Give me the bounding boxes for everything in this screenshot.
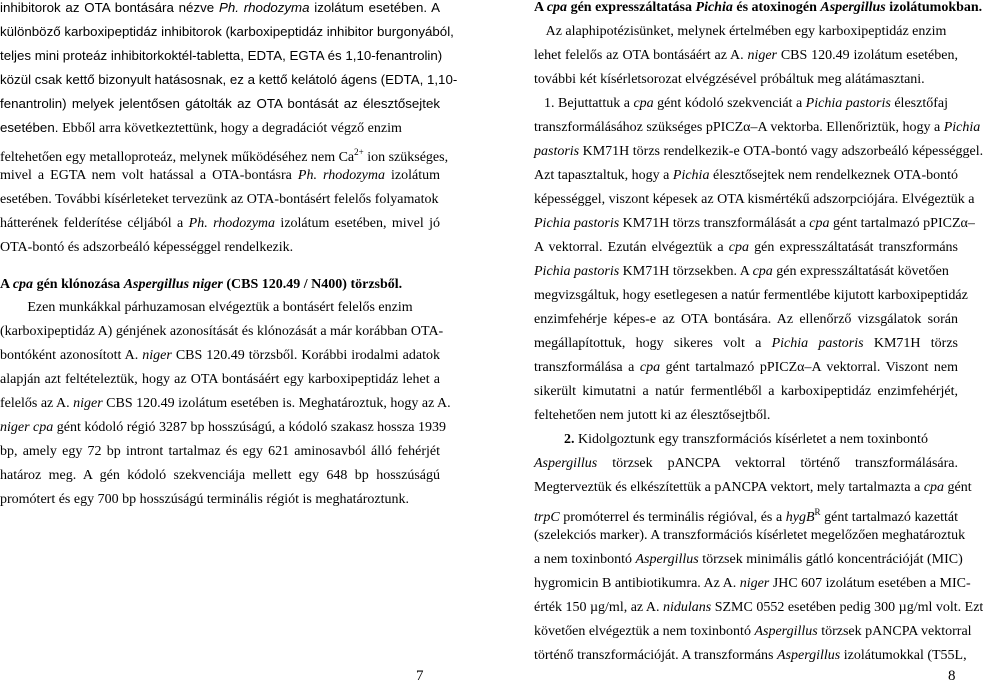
text-segment: CBS 120.49 törzsből. Korábbi irodalmi adatok	[171, 348, 441, 363]
text-segment: nidulans	[662, 600, 712, 615]
text-segment: Kidolgoztunk egy transzformációs kísérletet a nem toxinbontó	[578, 432, 928, 447]
text-line	[534, 72, 925, 88]
text-segment: Pichia pastoris	[534, 264, 620, 279]
text-line	[534, 216, 975, 232]
page-number-right: 8	[948, 668, 956, 684]
text-segment: Ebből arra következtettünk, hogy a degradációt végző enzim	[62, 121, 402, 136]
superscript: 2+	[354, 147, 364, 157]
text-segment: Megterveztük és elkészítettük a pANCPA vektort, mely tartalmazta a	[534, 480, 924, 495]
text-segment: Ph. rhodozyma	[188, 216, 276, 231]
page-number-left: 7	[416, 668, 424, 684]
text-segment: közül csak kettő bizonyult hatásosnak, ez a kettő kelátoló ágens (EDTA, 1,10-	[0, 72, 458, 87]
text-line	[0, 396, 451, 412]
text-segment: fenantrolin) melyek jelentősen gátolták az OTA bontását az élesztősejtek	[0, 96, 440, 111]
text-segment: törzsek pANCPA vektorral történő transzformálására.	[597, 456, 958, 471]
text-line	[534, 456, 958, 472]
text-segment: KM71H törzs	[863, 336, 958, 351]
text-segment: határoz meg. A gén kódoló szekvenciája mellett egy 648 bp hosszúságú	[0, 468, 440, 483]
text-line	[0, 72, 458, 88]
text-line	[534, 96, 958, 112]
text-segment: gént tartalmazó pPICZα–	[829, 216, 975, 231]
text-segment: Aspergillus	[820, 0, 886, 15]
text-segment: Pichia	[943, 120, 981, 135]
text-line	[534, 576, 971, 592]
text-segment: gént	[944, 480, 972, 495]
text-segment: Ph. rhodozyma	[218, 0, 310, 15]
text-segment: gént kódoló régió 3287 bp hosszúságú, a kódoló szakasz hossza 1939	[53, 420, 446, 435]
text-segment: és atoxinogén	[732, 0, 821, 15]
text-line	[0, 348, 440, 364]
text-segment: transzformálása a	[534, 360, 640, 375]
text-segment: további két kísérletsorozat elvégzésével próbáltuk meg alátámasztani.	[534, 72, 925, 87]
text-line	[0, 24, 454, 40]
text-segment: gén expresszáltatását követően	[772, 264, 949, 279]
text-line	[534, 144, 983, 160]
text-segment: Pichia pastoris	[771, 336, 864, 351]
text-line	[0, 0, 440, 16]
text-line	[534, 264, 949, 280]
text-segment: Azt tapasztaltuk, hogy a	[534, 168, 673, 183]
text-segment: izolátum	[384, 168, 440, 183]
text-segment: történő transzformációját. A transzformáns	[534, 648, 777, 663]
text-segment: megvizsgáltuk, hogy esetlegesen a natúr fermentlébe kijutott karboxipeptidáz	[534, 288, 968, 303]
text-segment: OTA-bontó és adszorbeáló képességgel rendelkezik.	[0, 240, 294, 255]
text-segment: KM71H törzsekben. A	[619, 264, 753, 279]
text-segment: trpC	[534, 510, 560, 525]
text-line	[534, 432, 958, 448]
text-segment: KM71H törzs rendelkezik-e OTA-bontó vagy adszorbeáló képességgel.	[579, 144, 983, 159]
text-line	[0, 48, 443, 64]
text-segment: esetében. További kísérleteket tervezünk az OTA-bontásért felelős folyamatok	[0, 192, 439, 207]
text-line	[534, 120, 981, 136]
text-line	[0, 420, 446, 436]
text-segment: niger cpa	[0, 420, 54, 435]
text-line	[534, 312, 958, 328]
text-segment: niger	[73, 396, 103, 411]
text-segment: 1. Bejuttattuk a	[544, 96, 634, 111]
text-segment: Pichia	[672, 168, 710, 183]
text-line	[534, 168, 958, 184]
text-line	[0, 216, 440, 232]
text-segment: gén expresszáltatása	[567, 0, 696, 15]
text-segment: feltehetően egy metalloproteáz, melynek működéséhez nem Ca	[0, 150, 355, 165]
text-line	[534, 0, 982, 16]
text-segment: követően elvégeztük a nem toxinbontó	[534, 624, 755, 639]
text-line	[0, 240, 293, 256]
text-line	[534, 552, 963, 568]
text-segment: hygromicin B antibiotikumra. Az A.	[534, 576, 740, 591]
text-segment: Pichia pastoris	[805, 96, 891, 111]
text-segment: JHC 607 izolátum esetében a MIC-	[769, 576, 971, 591]
text-line	[534, 360, 958, 376]
text-segment: élesztőfaj	[890, 96, 948, 111]
text-segment: gént kódoló szekvenciát a	[653, 96, 806, 111]
text-segment: bontóként azonosított A.	[0, 348, 143, 363]
text-line	[0, 168, 440, 184]
text-segment: törzsek minimális gátló koncentrációját (MIC)	[698, 552, 963, 567]
text-segment: hygB	[785, 510, 815, 525]
text-segment: hátterének felderítése céljából a	[0, 216, 189, 231]
text-segment: ion szükséges,	[363, 150, 449, 165]
text-segment: sikerült kimutatni a natúr fermentléből a karboxipeptidáz enzimfehérjét,	[534, 384, 958, 399]
text-line	[0, 444, 440, 460]
text-segment: Az alaphipotézisünket, melynek értelmében egy karboxipeptidáz enzim	[545, 24, 947, 39]
text-segment: gén klónozása	[33, 277, 124, 292]
text-segment: promótert és egy 700 bp hosszúságú terminális régiót is meghatároztunk.	[0, 492, 410, 507]
text-segment: Ph. rhodozyma	[297, 168, 385, 183]
text-segment: A vektorral. Ezután elvégeztük a	[534, 240, 729, 255]
text-line	[534, 24, 958, 40]
text-segment: cpa	[809, 216, 830, 231]
text-line	[534, 384, 958, 400]
text-segment: feltehetően nem jutott ki az élesztősejtből.	[534, 408, 771, 423]
text-segment: képességgel, viszont képesek az OTA kismértékű adszorpciójára. Elvégeztük a	[534, 192, 975, 207]
text-segment: alapján azt feltételeztük, hogy az OTA bontásáért egy karboxipeptidáz lehet a	[0, 372, 440, 387]
text-segment: CBS 120.49 izolátum esetében,	[777, 48, 958, 63]
text-segment: cpa	[12, 277, 34, 292]
text-segment: A	[534, 0, 547, 15]
text-segment: izolátumokban.	[885, 0, 983, 15]
text-segment: törzsek pANCPA vektorral	[817, 624, 972, 639]
text-segment: Aspergillus niger	[123, 277, 223, 292]
text-segment: esetében.	[0, 120, 63, 135]
text-segment: cpa	[728, 240, 749, 255]
text-segment: élesztősejtek nem rendelkeznek OTA-bontó	[709, 168, 959, 183]
text-segment: (CBS 120.49 / N400) törzsből.	[222, 277, 403, 292]
text-line	[0, 277, 402, 293]
superscript: R	[814, 507, 821, 517]
text-line	[534, 624, 972, 640]
text-line	[534, 504, 958, 525]
text-line	[0, 144, 449, 165]
text-segment: niger	[142, 348, 172, 363]
text-segment: megállapítottuk, hogy sikeres volt a	[534, 336, 772, 351]
text-segment: izolátum esetében, mivel jó	[275, 216, 441, 231]
text-segment: izolátumokkal (T55L,	[840, 648, 967, 663]
text-line	[0, 96, 440, 112]
text-segment: CBS 120.49 izolátum esetében is. Meghatároztuk, hogy az A.	[102, 396, 451, 411]
text-segment: bp, amely egy 72 bp intront tartalmaz és egy 621 aminosavból álló fehérjét	[0, 444, 440, 459]
text-segment: (szelekciós marker). A transzformációs kísérletet megelőzően meghatároztuk	[534, 528, 966, 543]
text-segment: niger	[739, 576, 770, 591]
text-segment: izolátum esetében. A	[309, 0, 440, 15]
text-line	[534, 48, 958, 64]
text-segment: különböző karboxipeptidáz inhibitorok (karboxipeptidáz inhibitor burgonyából,	[0, 24, 454, 39]
text-line	[534, 480, 972, 496]
text-segment: Aspergillus	[635, 552, 699, 567]
text-segment: KM71H törzs transzformálását a	[619, 216, 810, 231]
text-segment: 2.	[564, 432, 579, 447]
text-segment: cpa	[639, 360, 661, 375]
text-segment: mivel a EGTA nem volt hatással a OTA-bontásra	[0, 168, 298, 183]
text-segment: lehet felelős az OTA bontásáért az A.	[534, 48, 748, 63]
text-line	[0, 192, 438, 208]
text-line	[534, 408, 770, 424]
text-line	[0, 492, 409, 508]
text-line	[0, 372, 440, 388]
text-segment: a nem toxinbontó	[534, 552, 636, 567]
text-line	[534, 336, 958, 352]
text-segment: gént tartalmazó pPICZα–A vektorral. Viszont nem	[660, 360, 958, 375]
text-segment: niger	[747, 48, 778, 63]
text-segment: (karboxipeptidáz A) génjének azonosítását és klónozását a már korábban OTA-	[0, 324, 444, 339]
text-segment: Pichia	[695, 0, 733, 15]
text-line	[534, 600, 983, 616]
text-segment: cpa	[633, 96, 654, 111]
text-line	[534, 528, 965, 544]
text-segment: transzformálásához szükséges pPICZα–A vektorba. Ellenőriztük, hogy a	[534, 120, 944, 135]
text-segment: Pichia pastoris	[534, 216, 620, 231]
text-segment: felelős az A.	[0, 396, 74, 411]
text-line	[534, 648, 967, 664]
text-segment: A	[0, 277, 13, 292]
text-segment: enzimfehérje képes-e az OTA bontására. Az ellenőrző vizsgálatok során	[534, 312, 958, 327]
text-segment: inhibitorok az OTA bontására nézve	[0, 0, 219, 15]
text-segment: érték 150 µg/ml, az A.	[534, 600, 663, 615]
text-segment: promóterrel és terminális régióval, és a	[559, 510, 786, 525]
text-line	[0, 324, 444, 340]
text-line	[0, 300, 440, 316]
text-segment: gén expresszáltatását transzformáns	[749, 240, 958, 255]
text-line	[534, 240, 958, 256]
text-segment: Aspergillus	[534, 456, 598, 471]
text-line	[534, 288, 968, 304]
text-line	[0, 120, 402, 136]
text-segment: pastoris	[534, 144, 580, 159]
text-line	[534, 192, 975, 208]
text-segment: SZMC 0552 esetében pedig 300 µg/ml volt. Ezt	[711, 600, 983, 615]
text-line	[0, 468, 440, 484]
text-segment: cpa	[923, 480, 945, 495]
text-segment: gént tartalmazó kazettát	[820, 510, 958, 525]
text-segment: Ezen munkákkal párhuzamosan elvégeztük a bontásért felelős enzim	[27, 300, 413, 315]
text-segment: Aspergillus	[776, 648, 841, 663]
text-segment: teljes mini proteáz inhibitorkoktél-tabletta, EDTA, EGTA és 1,10-fenantrolin)	[0, 48, 443, 63]
text-segment: cpa	[546, 0, 568, 15]
text-segment: cpa	[752, 264, 773, 279]
text-segment: Aspergillus	[754, 624, 818, 639]
